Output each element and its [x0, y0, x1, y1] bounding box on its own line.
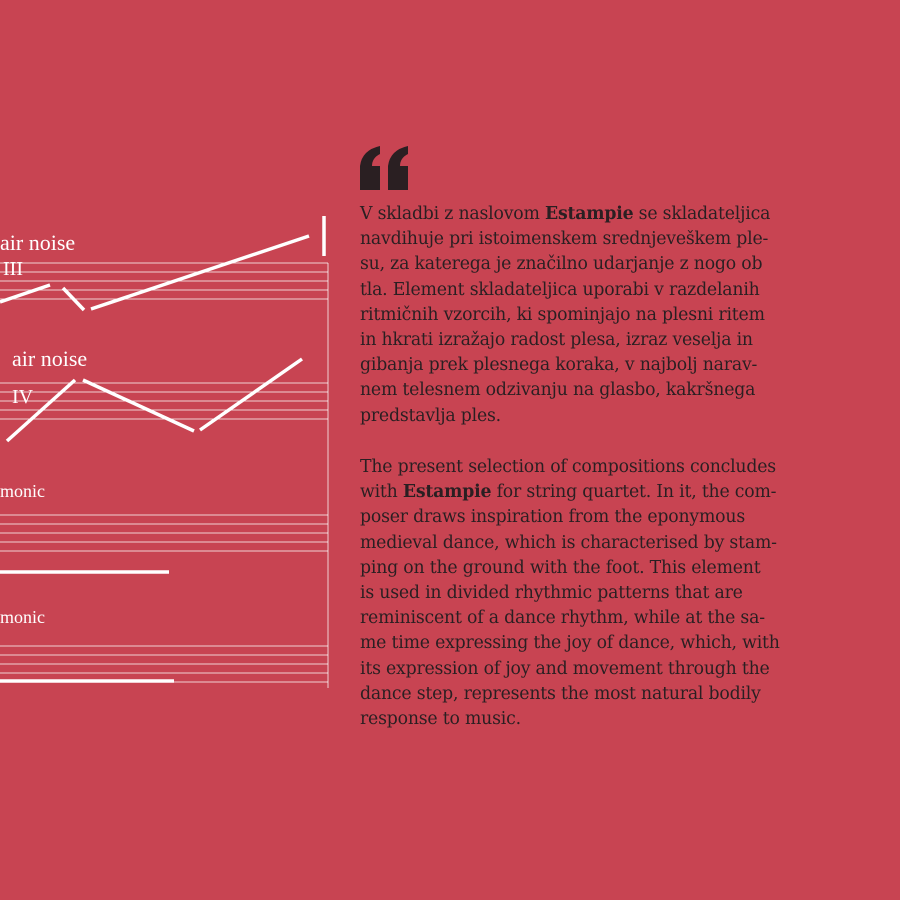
text-segment: is used in divided rhythmic patterns that are [360, 583, 743, 604]
text-line [360, 353, 880, 378]
text-segment: in hkrati izražajo radost plesa, izraz veselja in [360, 330, 753, 351]
text-line [360, 531, 880, 556]
text-segment: ritmičnih vzorcih, ki spominjajo na plesni ritem [360, 304, 765, 325]
text-segment: medieval dance, which is characterised by stam- [360, 532, 777, 553]
text-line [360, 606, 880, 631]
text-line [360, 480, 880, 505]
staff-number-3: III [3, 258, 23, 280]
text-segment: nem telesnem odzivanju na glasbo, kakršnega [360, 380, 756, 401]
gesture-lines [0, 216, 324, 681]
text-line [360, 278, 880, 303]
text-segment: ping on the ground with the foot. This element [360, 557, 761, 578]
harmonic-label-2: monic [0, 607, 45, 627]
text-line [360, 328, 880, 353]
text-line [360, 202, 880, 227]
text-line [360, 227, 880, 252]
text-segment: poser draws inspiration from the eponymous [360, 507, 745, 528]
text-segment: for string quartet. In it, the com- [491, 482, 777, 503]
text-segment: reminiscent of a dance rhythm, while at the sa- [360, 608, 765, 629]
title-emphasis: Estampie [402, 482, 492, 503]
paragraph-english [360, 455, 880, 732]
text-line [360, 455, 880, 480]
paragraph-slovenian [360, 202, 880, 429]
title-emphasis: Estampie [544, 204, 634, 224]
text-segment: me time expressing the joy of dance, which, with [360, 633, 780, 654]
text-line [360, 631, 880, 656]
graphic-score [0, 0, 340, 700]
text-segment: tla. Element skladateljica uporabi v razdelanih [360, 279, 760, 300]
text-segment: V skladbi z naslovom [360, 204, 545, 224]
air-noise-label-2: air noise [12, 346, 88, 371]
text-segment: response to music. [360, 709, 521, 730]
text-segment: gibanja prek plesnega koraka, v najbolj narav- [360, 355, 758, 376]
text-line [360, 556, 880, 581]
text-line [360, 581, 880, 606]
harmonic-label-1: monic [0, 481, 45, 501]
air-noise-label-1: air noise [0, 230, 76, 255]
text-segment: with [360, 482, 403, 503]
text-line [360, 303, 880, 328]
staff-lines [0, 263, 328, 688]
text-line [360, 657, 880, 682]
double-quote-icon [358, 146, 412, 192]
text-segment: su, za katerega je značilno udarjanje z nogo ob [360, 254, 763, 275]
text-segment: its expression of joy and movement through the [360, 658, 770, 679]
staff-number-4: IV [12, 386, 34, 408]
text-segment: predstavlja ples. [360, 405, 501, 426]
text-segment: dance step, represents the most natural bodily [360, 683, 761, 704]
text-line [360, 378, 880, 403]
text-segment: navdihuje pri istoimenskem srednjeveškem ple- [360, 229, 769, 250]
text-line [360, 252, 880, 277]
text-segment: se skladateljica [633, 204, 771, 224]
text-line [360, 505, 880, 530]
text-line [360, 682, 880, 707]
text-segment: The present selection of compositions concludes [360, 457, 776, 477]
text-line [360, 404, 880, 429]
text-line [360, 707, 880, 732]
